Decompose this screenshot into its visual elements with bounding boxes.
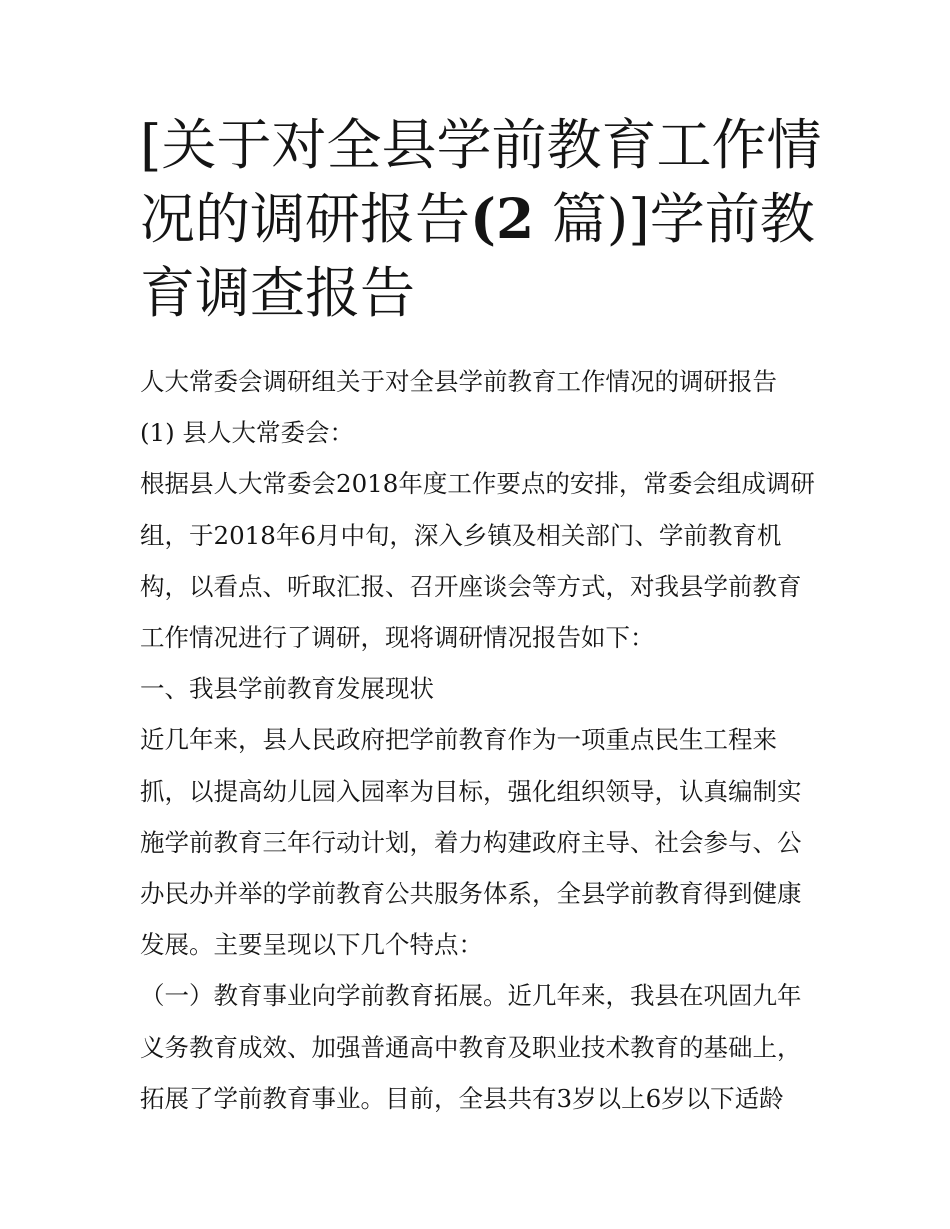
body-paragraph: （一）教育事业向学前教育拓展。近几年来，我县在巩固九年义务教育成效、加强普通高中教育及职业技术教育的基础上，拓展了学前教育事业。目前，全县共有3岁以上6岁以下适龄 xyxy=(140,981,802,1113)
document-title xyxy=(140,108,830,330)
document-body xyxy=(140,356,820,1124)
salutation: (1) 县人大常委会： xyxy=(140,418,354,448)
title-text-part-1: [关于对全县学前教育工作情况的调研报告 xyxy=(140,113,822,251)
title-text-part-3: 篇)]学前教育调查报告 xyxy=(140,187,815,325)
section-heading: 一、我县学前教育发展现状 xyxy=(140,674,434,704)
title-text-part-2: (2 xyxy=(470,186,535,251)
intro-line: 人大常委会调研组关于对全县学前教育工作情况的调研报告 xyxy=(140,367,777,396)
opening-paragraph: 根据县人大常委会2018年度工作要点的安排，常委会组成调研组，于2018年6月中旬，深入乡镇及相关部门、学前教育机构，以看点、听取汇报、召开座谈会等方式，对我县学前教育工作情况进行了调研，现将调研情况报告如下： xyxy=(140,469,815,653)
body-paragraph: 近几年来，县人民政府把学前教育作为一项重点民生工程来抓，以提高幼儿园入园率为目标，强化组织领导，认真编制实施学前教育三年行动计划，着力构建政府主导、社会参与、公办民办并举的学前教育公共服务体系，全县学前教育得到健康发展。主要呈现以下几个特点： xyxy=(140,725,802,960)
